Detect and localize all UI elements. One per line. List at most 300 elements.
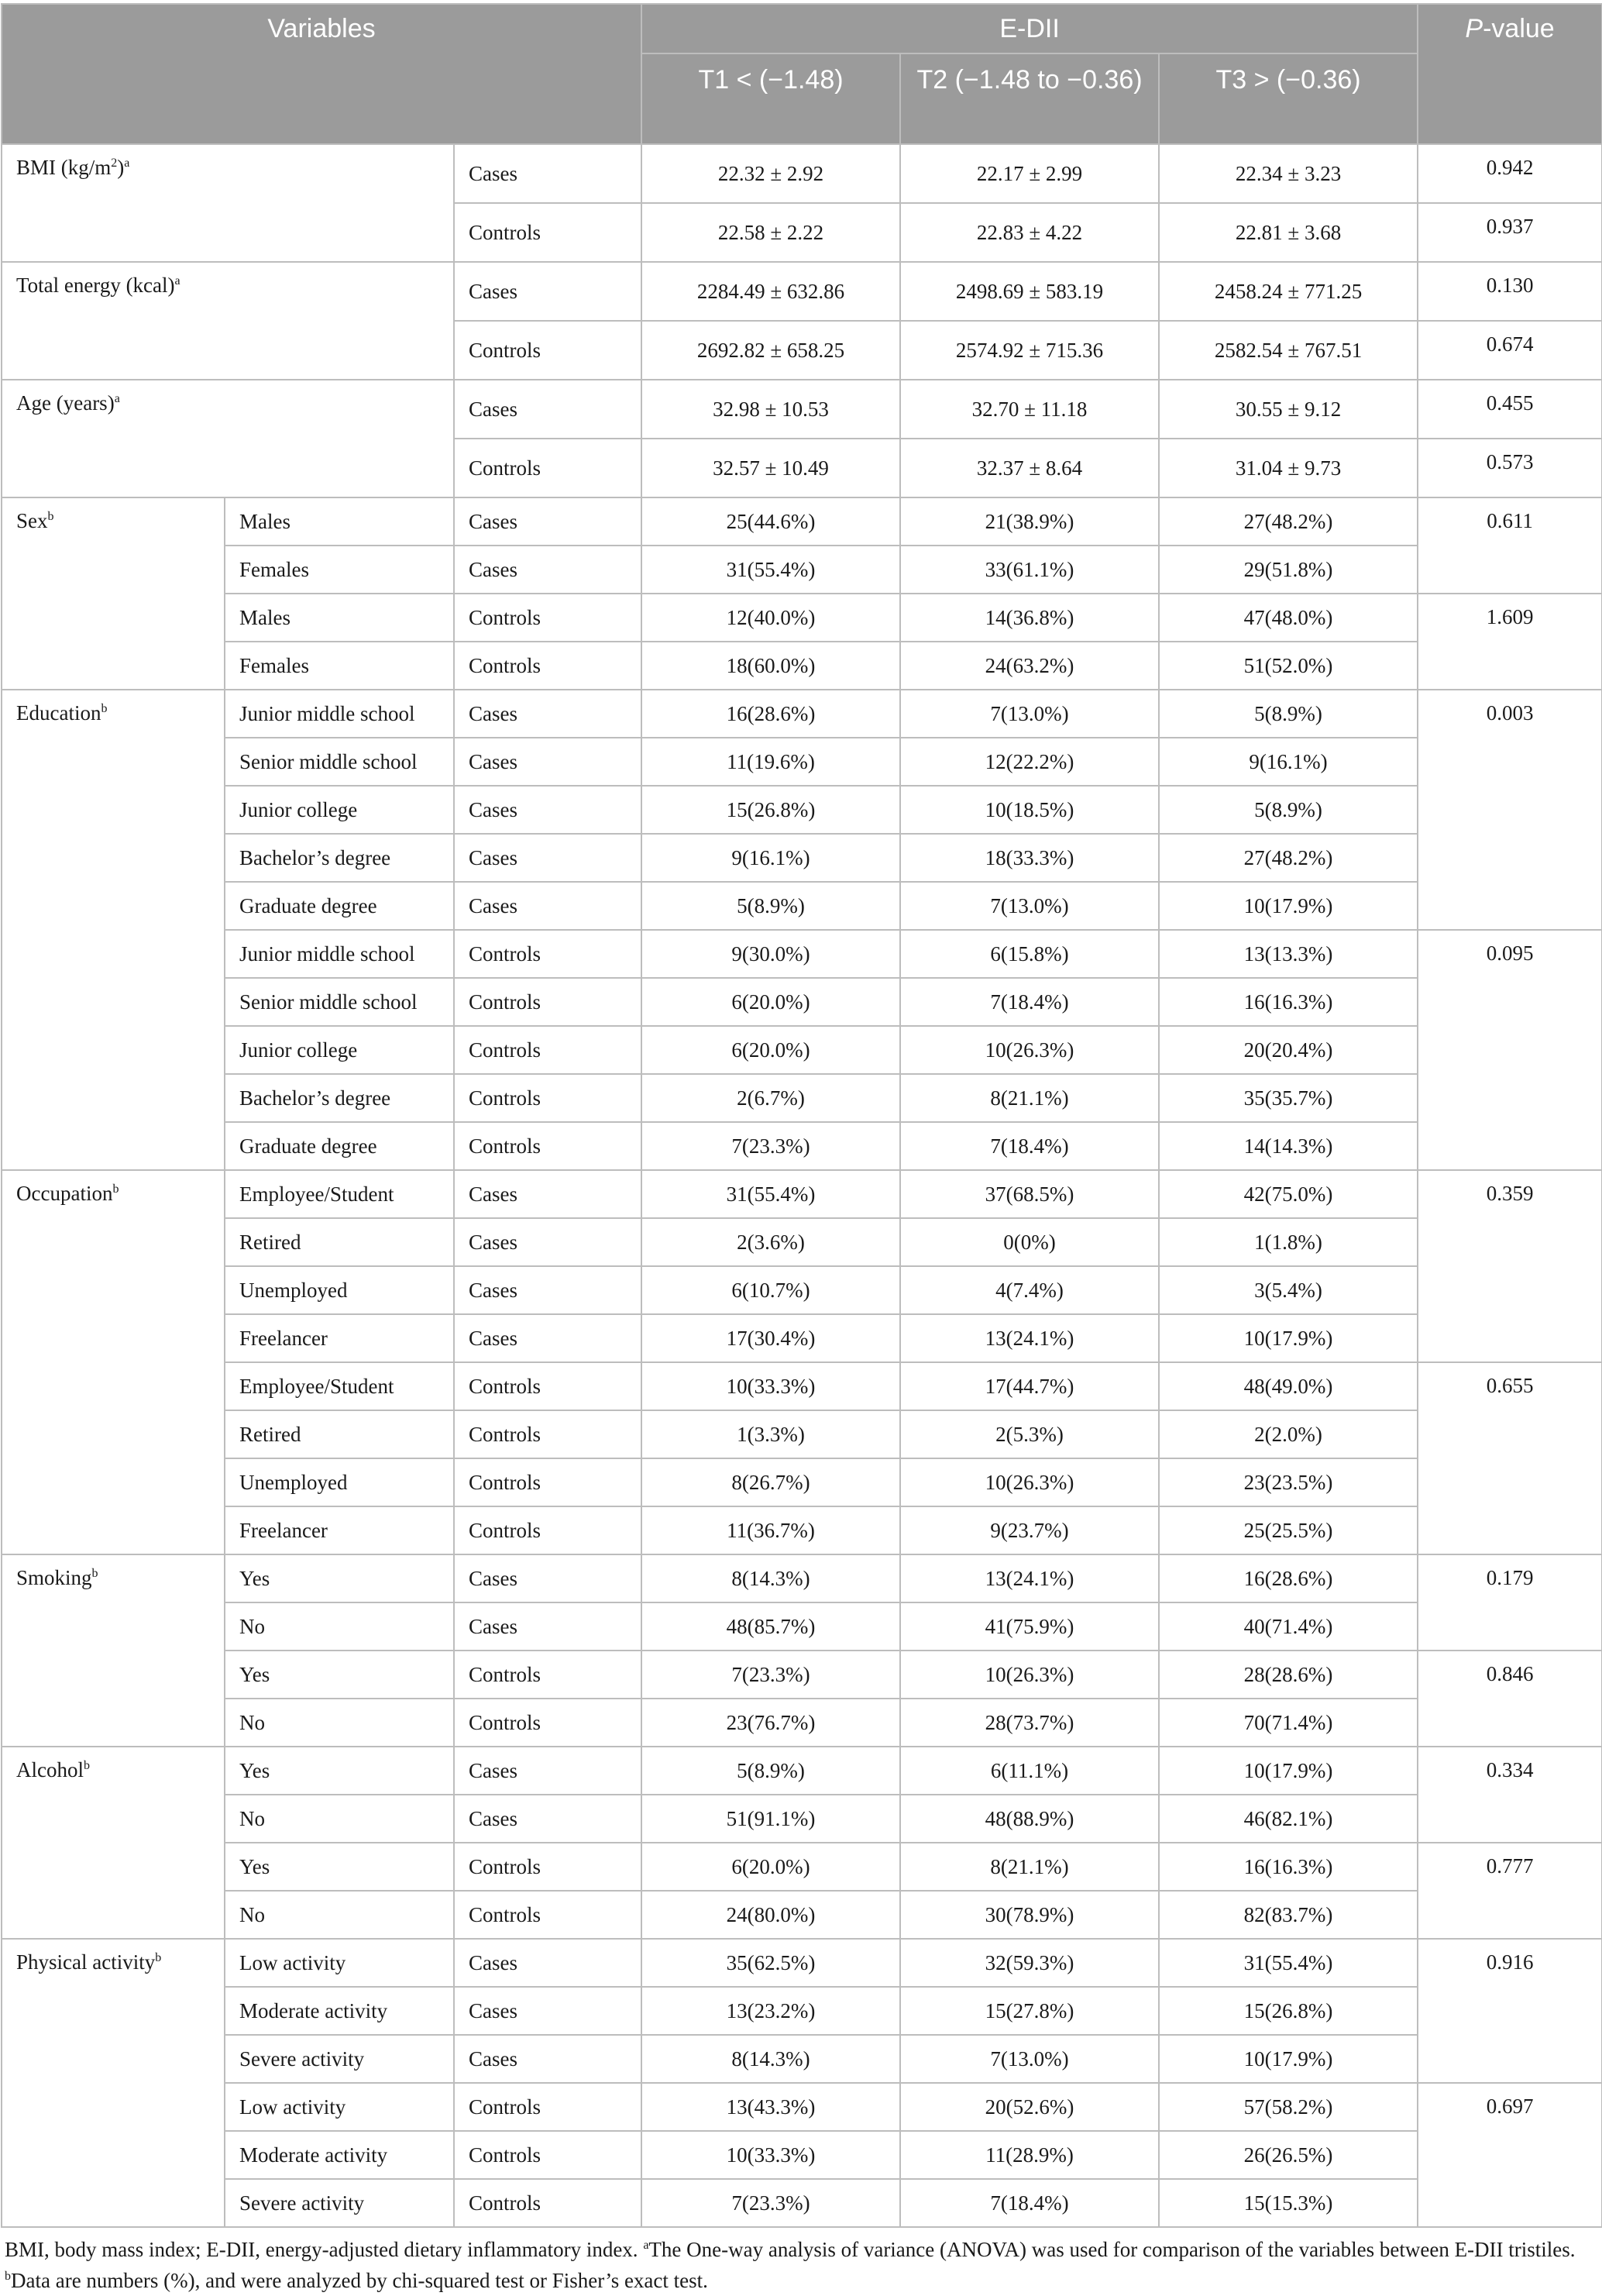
t2-cell: 8(21.1%) (900, 1843, 1159, 1891)
group-cell: Controls (454, 2179, 641, 2227)
t3-cell: 35(35.7%) (1159, 1074, 1418, 1122)
t1-cell: 13(43.3%) (641, 2083, 900, 2131)
group-cell: Controls (454, 1843, 641, 1891)
variable-cell (2, 144, 454, 262)
table-row (2, 642, 1602, 690)
t3-cell: 3(5.4%) (1159, 1266, 1418, 1314)
footnote-marker: b (91, 1567, 98, 1580)
t1-cell: 10(33.3%) (641, 1362, 900, 1410)
group-cell: Controls (454, 1410, 641, 1458)
subcategory-cell: No (225, 1795, 454, 1843)
t3-cell: 16(16.3%) (1159, 978, 1418, 1026)
t2-cell: 7(13.0%) (900, 2035, 1159, 2083)
t3-cell: 42(75.0%) (1159, 1170, 1418, 1218)
footnote-marker: a (114, 392, 120, 405)
group-cell: Controls (454, 1651, 641, 1699)
p-value-cell: 0.179 (1418, 1554, 1602, 1651)
subcategory-cell: Females (225, 642, 454, 690)
table-header (2, 4, 1602, 144)
t3-cell: 5(8.9%) (1159, 786, 1418, 834)
t1-cell: 12(40.0%) (641, 594, 900, 642)
t2-cell: 6(11.1%) (900, 1747, 1159, 1795)
t1-cell: 6(20.0%) (641, 978, 900, 1026)
group-cell: Controls (454, 642, 641, 690)
t1-cell: 2(6.7%) (641, 1074, 900, 1122)
footnote-marker: b (101, 702, 108, 715)
table-row (2, 978, 1602, 1026)
table-footnotes (5, 2234, 1602, 2296)
group-cell: Controls (454, 1122, 641, 1170)
t2-cell: 13(24.1%) (900, 1554, 1159, 1602)
t3-cell: 23(23.5%) (1159, 1458, 1418, 1506)
t3-cell: 27(48.2%) (1159, 834, 1418, 882)
t3-cell: 40(71.4%) (1159, 1602, 1418, 1651)
variable-label: Physical activity (16, 1950, 156, 1974)
t2-cell: 14(36.8%) (900, 594, 1159, 642)
t1-cell: 24(80.0%) (641, 1891, 900, 1939)
subcategory-cell: Graduate degree (225, 882, 454, 930)
subcategory-cell: No (225, 1699, 454, 1747)
variable-label: Education (16, 701, 101, 725)
t1-cell: 23(76.7%) (641, 1699, 900, 1747)
p-value-cell: 0.942 (1418, 144, 1602, 203)
t1-cell: 9(30.0%) (641, 930, 900, 978)
footnote-marker: b (47, 510, 54, 523)
t2-cell: 7(18.4%) (900, 2179, 1159, 2227)
header-p-italic: P (1465, 14, 1483, 43)
t1-cell: 10(33.3%) (641, 2131, 900, 2179)
t2-cell: 10(26.3%) (900, 1026, 1159, 1074)
t2-cell: 2498.69 ± 583.19 (900, 262, 1159, 321)
table-row (2, 1843, 1602, 1891)
group-cell: Cases (454, 1218, 641, 1266)
t3-cell: 29(51.8%) (1159, 546, 1418, 594)
t1-cell: 5(8.9%) (641, 882, 900, 930)
table-row (2, 594, 1602, 642)
table-row (2, 546, 1602, 594)
t3-cell: 2(2.0%) (1159, 1410, 1418, 1458)
t3-cell: 46(82.1%) (1159, 1795, 1418, 1843)
t3-cell: 57(58.2%) (1159, 2083, 1418, 2131)
subcategory-cell: Junior college (225, 1026, 454, 1074)
t3-cell: 47(48.0%) (1159, 594, 1418, 642)
t1-cell: 31(55.4%) (641, 1170, 900, 1218)
group-cell: Cases (454, 1554, 641, 1602)
t2-cell: 22.83 ± 4.22 (900, 203, 1159, 262)
subcategory-cell: Graduate degree (225, 1122, 454, 1170)
t3-cell: 25(25.5%) (1159, 1506, 1418, 1554)
t2-cell: 13(24.1%) (900, 1314, 1159, 1362)
t2-cell: 6(15.8%) (900, 930, 1159, 978)
footnote-b-text: Data are numbers (%), and were analyzed by chi-squared test or Fisher’s exact test. (11, 2269, 708, 2292)
p-value-cell: 0.697 (1418, 2083, 1602, 2227)
t3-cell: 48(49.0%) (1159, 1362, 1418, 1410)
footnote-a-text: The One-way analysis of variance (ANOVA) was used for comparison of the variables between E-DII tristiles. (648, 2238, 1576, 2261)
p-value-cell: 0.674 (1418, 321, 1602, 380)
p-value-cell: 0.334 (1418, 1747, 1602, 1843)
subcategory-cell: Junior college (225, 786, 454, 834)
t3-cell: 16(28.6%) (1159, 1554, 1418, 1602)
t1-cell: 2692.82 ± 658.25 (641, 321, 900, 380)
t2-cell: 10(26.3%) (900, 1458, 1159, 1506)
p-value-cell: 0.655 (1418, 1362, 1602, 1554)
t1-cell: 5(8.9%) (641, 1747, 900, 1795)
table-body (2, 144, 1602, 2227)
t1-cell: 2(3.6%) (641, 1218, 900, 1266)
t2-cell: 12(22.2%) (900, 738, 1159, 786)
t3-cell: 1(1.8%) (1159, 1218, 1418, 1266)
header-variables: Variables (2, 4, 641, 144)
group-cell: Cases (454, 1747, 641, 1795)
footnote-a (5, 2234, 1602, 2265)
table-row (2, 1795, 1602, 1843)
table-row (2, 2131, 1602, 2179)
subcategory-cell: Senior middle school (225, 978, 454, 1026)
subcategory-cell: Senior middle school (225, 738, 454, 786)
t1-cell: 18(60.0%) (641, 642, 900, 690)
t3-cell: 31(55.4%) (1159, 1939, 1418, 1987)
p-value-cell: 0.455 (1418, 380, 1602, 439)
t2-cell: 2574.92 ± 715.36 (900, 321, 1159, 380)
t2-cell: 17(44.7%) (900, 1362, 1159, 1410)
t3-cell: 26(26.5%) (1159, 2131, 1418, 2179)
header-t2: T2 (−1.48 to −0.36) (900, 53, 1159, 144)
t1-cell: 31(55.4%) (641, 546, 900, 594)
table-row (2, 1554, 1602, 1602)
subcategory-cell: Moderate activity (225, 1987, 454, 2035)
t1-cell: 11(19.6%) (641, 738, 900, 786)
table-row (2, 1506, 1602, 1554)
group-cell: Controls (454, 1506, 641, 1554)
p-value-cell: 0.573 (1418, 439, 1602, 497)
t2-cell: 7(13.0%) (900, 690, 1159, 738)
footnote-a-mark: a (643, 2239, 649, 2252)
t2-cell: 22.17 ± 2.99 (900, 144, 1159, 203)
t3-cell: 14(14.3%) (1159, 1122, 1418, 1170)
variable-cell (2, 497, 225, 690)
footnote-a-pre: BMI, body mass index; E-DII, energy-adjusted dietary inflammatory index. (5, 2238, 644, 2261)
group-cell: Controls (454, 1074, 641, 1122)
t2-cell: 48(88.9%) (900, 1795, 1159, 1843)
variable-cell (2, 1554, 225, 1747)
variable-label: Total energy (kcal) (16, 274, 175, 297)
table-row (2, 2179, 1602, 2227)
subcategory-cell: Moderate activity (225, 2131, 454, 2179)
subcategory-cell: Retired (225, 1410, 454, 1458)
subcategory-cell: Freelancer (225, 1506, 454, 1554)
table-row (2, 1266, 1602, 1314)
subcategory-cell: Yes (225, 1651, 454, 1699)
footnote-marker: b (155, 1951, 162, 1964)
t1-cell: 6(20.0%) (641, 1843, 900, 1891)
t1-cell: 35(62.5%) (641, 1939, 900, 1987)
document (0, 3, 1602, 2296)
footnote-marker: a (124, 157, 130, 170)
t3-cell: 51(52.0%) (1159, 642, 1418, 690)
p-value-cell: 0.846 (1418, 1651, 1602, 1747)
t2-cell: 32.70 ± 11.18 (900, 380, 1159, 439)
group-cell: Cases (454, 144, 641, 203)
t2-cell: 0(0%) (900, 1218, 1159, 1266)
t1-cell: 13(23.2%) (641, 1987, 900, 2035)
t1-cell: 8(14.3%) (641, 2035, 900, 2083)
variable-label-tail: ) (117, 156, 125, 179)
footnote-marker: b (84, 1759, 90, 1772)
variable-label: Smoking (16, 1566, 92, 1589)
t1-cell: 7(23.3%) (641, 1651, 900, 1699)
p-value-cell: 0.003 (1418, 690, 1602, 930)
variable-cell (2, 1939, 225, 2227)
table-row (2, 882, 1602, 930)
t1-cell: 22.32 ± 2.92 (641, 144, 900, 203)
table-row (2, 1747, 1602, 1795)
header-edii: E-DII (641, 4, 1418, 53)
table-row (2, 1891, 1602, 1939)
subcategory-cell: Unemployed (225, 1458, 454, 1506)
footnote-b (5, 2265, 1602, 2296)
t1-cell: 22.58 ± 2.22 (641, 203, 900, 262)
group-cell: Controls (454, 930, 641, 978)
t2-cell: 4(7.4%) (900, 1266, 1159, 1314)
t2-cell: 7(18.4%) (900, 1122, 1159, 1170)
subcategory-cell: Males (225, 497, 454, 546)
t3-cell: 13(13.3%) (1159, 930, 1418, 978)
group-cell: Controls (454, 2083, 641, 2131)
t2-cell: 32(59.3%) (900, 1939, 1159, 1987)
table-row (2, 1074, 1602, 1122)
table-row (2, 380, 1602, 439)
t3-cell: 10(17.9%) (1159, 1747, 1418, 1795)
group-cell: Cases (454, 1602, 641, 1651)
t2-cell: 18(33.3%) (900, 834, 1159, 882)
t3-cell: 70(71.4%) (1159, 1699, 1418, 1747)
group-cell: Cases (454, 1939, 641, 1987)
t2-cell: 7(18.4%) (900, 978, 1159, 1026)
header-t3: T3 > (−0.36) (1159, 53, 1418, 144)
footnote-marker: b (112, 1182, 119, 1196)
table-row (2, 2035, 1602, 2083)
table-row (2, 144, 1602, 203)
t3-cell: 15(26.8%) (1159, 1987, 1418, 2035)
t3-cell: 31.04 ± 9.73 (1159, 439, 1418, 497)
t3-cell: 28(28.6%) (1159, 1651, 1418, 1699)
table-row (2, 262, 1602, 321)
p-value-cell: 0.130 (1418, 262, 1602, 321)
subcategory-cell: Yes (225, 1843, 454, 1891)
header-p-value (1418, 4, 1602, 144)
t1-cell: 25(44.6%) (641, 497, 900, 546)
t2-cell: 41(75.9%) (900, 1602, 1159, 1651)
variable-label: Age (years) (16, 391, 115, 415)
t2-cell: 11(28.9%) (900, 2131, 1159, 2179)
t1-cell: 7(23.3%) (641, 1122, 900, 1170)
t1-cell: 1(3.3%) (641, 1410, 900, 1458)
subcategory-cell: Employee/Student (225, 1362, 454, 1410)
group-cell: Controls (454, 1891, 641, 1939)
t3-cell: 30.55 ± 9.12 (1159, 380, 1418, 439)
subcategory-cell: Employee/Student (225, 1170, 454, 1218)
subcategory-cell: Severe activity (225, 2179, 454, 2227)
t1-cell: 6(10.7%) (641, 1266, 900, 1314)
group-cell: Cases (454, 1170, 641, 1218)
t1-cell: 7(23.3%) (641, 2179, 900, 2227)
group-cell: Controls (454, 1362, 641, 1410)
subcategory-cell: Severe activity (225, 2035, 454, 2083)
group-cell: Cases (454, 834, 641, 882)
t3-cell: 20(20.4%) (1159, 1026, 1418, 1074)
t2-cell: 20(52.6%) (900, 2083, 1159, 2131)
t3-cell: 5(8.9%) (1159, 690, 1418, 738)
table-row (2, 1122, 1602, 1170)
group-cell: Cases (454, 2035, 641, 2083)
subcategory-cell: Freelancer (225, 1314, 454, 1362)
table-row (2, 738, 1602, 786)
subcategory-cell: Junior middle school (225, 930, 454, 978)
t2-cell: 24(63.2%) (900, 642, 1159, 690)
table-row (2, 1362, 1602, 1410)
group-cell: Controls (454, 978, 641, 1026)
group-cell: Controls (454, 594, 641, 642)
table-row (2, 690, 1602, 738)
t2-cell: 37(68.5%) (900, 1170, 1159, 1218)
t2-cell: 32.37 ± 8.64 (900, 439, 1159, 497)
subcategory-cell: Bachelor’s degree (225, 834, 454, 882)
t1-cell: 15(26.8%) (641, 786, 900, 834)
t1-cell: 11(36.7%) (641, 1506, 900, 1554)
subcategory-cell: Bachelor’s degree (225, 1074, 454, 1122)
group-cell: Cases (454, 1795, 641, 1843)
group-cell: Cases (454, 1314, 641, 1362)
edii-table (1, 3, 1602, 2228)
table-row (2, 786, 1602, 834)
table-row (2, 1602, 1602, 1651)
subcategory-cell: Retired (225, 1218, 454, 1266)
group-cell: Controls (454, 203, 641, 262)
p-value-cell: 0.611 (1418, 497, 1602, 594)
table-row (2, 1699, 1602, 1747)
t3-cell: 16(16.3%) (1159, 1843, 1418, 1891)
group-cell: Cases (454, 380, 641, 439)
variable-cell (2, 380, 454, 497)
group-cell: Cases (454, 786, 641, 834)
t2-cell: 33(61.1%) (900, 546, 1159, 594)
table-row (2, 1939, 1602, 1987)
t3-cell: 2458.24 ± 771.25 (1159, 262, 1418, 321)
subcategory-cell: Junior middle school (225, 690, 454, 738)
header-p-suffix: -value (1483, 14, 1555, 43)
group-cell: Cases (454, 262, 641, 321)
t1-cell: 51(91.1%) (641, 1795, 900, 1843)
subcategory-cell: No (225, 1891, 454, 1939)
subcategory-cell: Low activity (225, 2083, 454, 2131)
table-row (2, 1458, 1602, 1506)
group-cell: Cases (454, 738, 641, 786)
group-cell: Controls (454, 2131, 641, 2179)
subcategory-cell: Yes (225, 1747, 454, 1795)
p-value-cell: 1.609 (1418, 594, 1602, 690)
table-row (2, 2083, 1602, 2131)
group-cell: Cases (454, 690, 641, 738)
t1-cell: 32.57 ± 10.49 (641, 439, 900, 497)
group-cell: Controls (454, 439, 641, 497)
table-row (2, 497, 1602, 546)
group-cell: Cases (454, 1987, 641, 2035)
t1-cell: 9(16.1%) (641, 834, 900, 882)
subcategory-cell: Unemployed (225, 1266, 454, 1314)
t2-cell: 8(21.1%) (900, 1074, 1159, 1122)
variable-label: BMI (kg/m (16, 156, 112, 179)
group-cell: Cases (454, 882, 641, 930)
t2-cell: 2(5.3%) (900, 1410, 1159, 1458)
t1-cell: 8(26.7%) (641, 1458, 900, 1506)
p-value-cell: 0.777 (1418, 1843, 1602, 1939)
group-cell: Controls (454, 1458, 641, 1506)
table-row (2, 1218, 1602, 1266)
subcategory-cell: No (225, 1602, 454, 1651)
p-value-cell: 0.937 (1418, 203, 1602, 262)
t3-cell: 82(83.7%) (1159, 1891, 1418, 1939)
subcategory-cell: Yes (225, 1554, 454, 1602)
variable-cell (2, 690, 225, 1170)
p-value-cell: 0.916 (1418, 1939, 1602, 2083)
footnote-marker: a (174, 274, 180, 287)
footnote-b-mark: b (5, 2270, 11, 2283)
t1-cell: 32.98 ± 10.53 (641, 380, 900, 439)
variable-label: Alcohol (16, 1758, 84, 1781)
t3-cell: 10(17.9%) (1159, 882, 1418, 930)
variable-label: Occupation (16, 1182, 113, 1205)
group-cell: Cases (454, 1266, 641, 1314)
t1-cell: 17(30.4%) (641, 1314, 900, 1362)
t2-cell: 7(13.0%) (900, 882, 1159, 930)
t2-cell: 15(27.8%) (900, 1987, 1159, 2035)
t2-cell: 30(78.9%) (900, 1891, 1159, 1939)
t1-cell: 48(85.7%) (641, 1602, 900, 1651)
group-cell: Controls (454, 321, 641, 380)
t3-cell: 2582.54 ± 767.51 (1159, 321, 1418, 380)
table-row (2, 834, 1602, 882)
table-row (2, 1314, 1602, 1362)
t2-cell: 9(23.7%) (900, 1506, 1159, 1554)
header-t1: T1 < (−1.48) (641, 53, 900, 144)
table-row (2, 1170, 1602, 1218)
table-row (2, 1651, 1602, 1699)
t1-cell: 8(14.3%) (641, 1554, 900, 1602)
variable-label: Sex (16, 509, 48, 532)
subcategory-cell: Females (225, 546, 454, 594)
group-cell: Controls (454, 1026, 641, 1074)
t3-cell: 9(16.1%) (1159, 738, 1418, 786)
table-row (2, 1410, 1602, 1458)
t3-cell: 10(17.9%) (1159, 1314, 1418, 1362)
group-cell: Cases (454, 497, 641, 546)
table-row (2, 1987, 1602, 2035)
subcategory-cell: Males (225, 594, 454, 642)
t3-cell: 15(15.3%) (1159, 2179, 1418, 2227)
variable-cell (2, 1170, 225, 1554)
t1-cell: 16(28.6%) (641, 690, 900, 738)
t1-cell: 2284.49 ± 632.86 (641, 262, 900, 321)
t3-cell: 27(48.2%) (1159, 497, 1418, 546)
p-value-cell: 0.095 (1418, 930, 1602, 1170)
group-cell: Cases (454, 546, 641, 594)
t2-cell: 21(38.9%) (900, 497, 1159, 546)
t2-cell: 10(26.3%) (900, 1651, 1159, 1699)
group-cell: Controls (454, 1699, 641, 1747)
t1-cell: 6(20.0%) (641, 1026, 900, 1074)
t3-cell: 22.81 ± 3.68 (1159, 203, 1418, 262)
table-row (2, 930, 1602, 978)
